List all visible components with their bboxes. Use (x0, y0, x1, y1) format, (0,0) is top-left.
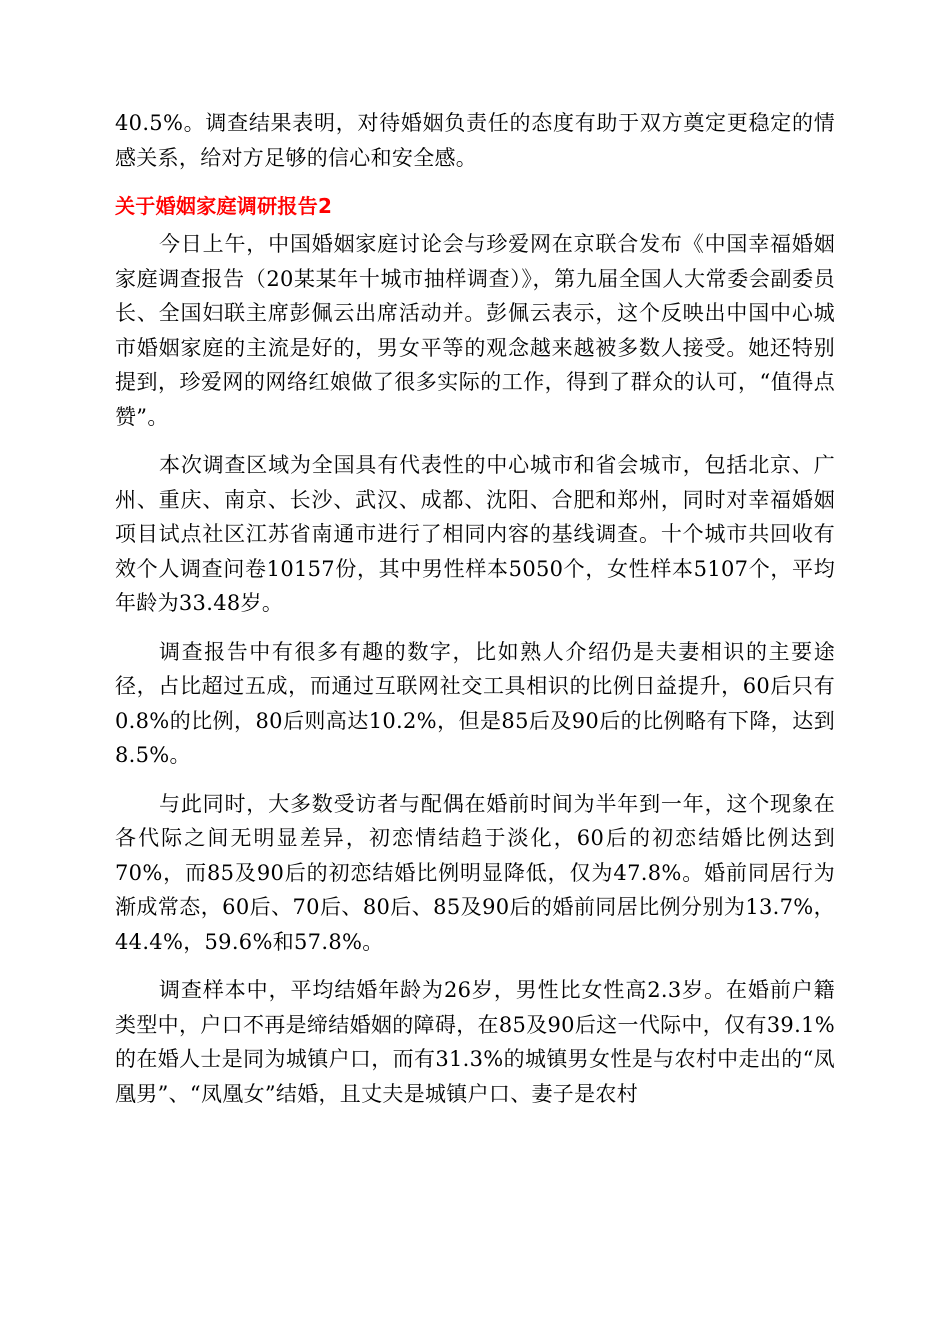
intro-paragraph: 40.5%。调查结果表明，对待婚姻负责任的态度有助于双方奠定更稳定的情感关系，给对方足够的信心和安全感。 (115, 111, 835, 170)
body-paragraph: 本次调查区域为全国具有代表性的中心城市和省会城市，包括北京、广州、重庆、南京、长沙、武汉、成都、沈阳、合肥和郑州，同时对幸福婚姻项目试点社区江苏省南通市进行了相同内容的基线调查。十个城市共回收有效个人调查问卷10157份，其中男性样本5050个，女性样本5107个，平均年龄为33.48岁。 (115, 453, 835, 615)
section-heading: 关于婚姻家庭调研报告2 (115, 194, 333, 218)
body-paragraph: 调查样本中，平均结婚年龄为26岁，男性比女性高2.3岁。在婚前户籍类型中，户口不再是缔结婚姻的障碍，在85及90后这一代际中，仅有39.1%的在婚人士是同为城镇户口，而有31.3%的城镇男女性是与农村中走出的“凤凰男”、“凤凰女”结婚，且丈夫是城镇户口、妻子是农村 (115, 978, 835, 1106)
document-page (115, 106, 835, 1111)
body-paragraph: 今日上午，中国婚姻家庭讨论会与珍爱网在京联合发布《中国幸福婚姻家庭调查报告（20某某年十城市抽样调查）》，第九届全国人大常委会副委员长、全国妇联主席彭佩云出席活动并。彭佩云表示，这个反映出中国中心城市婚姻家庭的主流是好的，男女平等的观念越来越被多数人接受。她还特别提到，珍爱网的网络红娘做了很多实际的工作，得到了群众的认可，“值得点赞”。 (115, 232, 835, 429)
body-paragraph: 与此同时，大多数受访者与配偶在婚前时间为半年到一年，这个现象在各代际之间无明显差异，初恋情结趋于淡化，60后的初恋结婚比例达到70%，而85及90后的初恋结婚比例明显降低，仅为47.8%。婚前同居行为渐成常态，60后、70后、80后、85及90后的婚前同居比例分别为13.7%，44.4%，59.6%和57.8%。 (115, 791, 835, 954)
body-paragraph: 调查报告中有很多有趣的数字，比如熟人介绍仍是夫妻相识的主要途径，占比超过五成，而通过互联网社交工具相识的比例日益提升，60后只有0.8%的比例，80后则高达10.2%，但是85后及90后的比例略有下降，达到8.5%。 (115, 639, 835, 767)
